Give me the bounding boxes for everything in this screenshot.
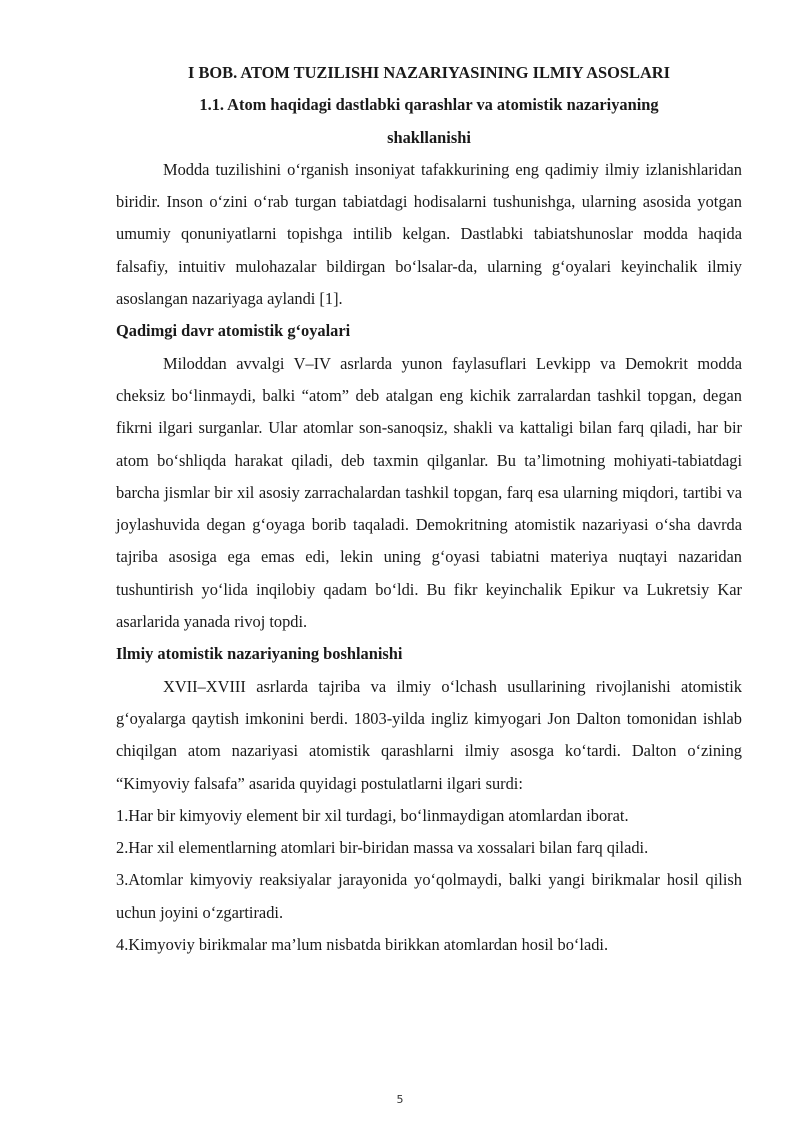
- paragraph-ancient-atomism: Miloddan avvalgi V–IV asrlarda yunon faylasuflari Levkipp va Demokrit modda cheksiz bo‘linmaydi, balki “atom” deb atalgan eng kichik zarralardan tashkil topgan, degan fikrni ilgari surganlar. Ular atomlar son-sanoqsiz, shakli va kattaligi bilan farq qiladi, har bir atom bo‘shliqda harakat qiladi, deb taxmin qilganlar. Bu ta’limotning mohiyati-tabiatdagi barcha jismlar bir xil asosiy zarrachalardan tashkil topgan, farq esa ularning miqdori, tartibi va joylashuvida degan g‘oyaga borib taqaladi. Demokritning atomistik nazariyasi o‘sha davrda tajriba asosiga ega emas edi, lekin uning g‘oyasi tabiatni materiya nuqtayi nazaridan tushuntirish yo‘lida inqilobiy qadam bo‘ldi. Bu fikr keyinchalik Epikur va Lukretsiy Kar asarlarida yanada rivoj topdi.: [116, 353, 742, 632]
- list-item: 4.Kimyoviy birikmalar ma’lum nisbatda birikkan atomlardan hosil bo‘ladi.: [116, 935, 609, 955]
- list-item: 3.Atomlar kimyoviy reaksiyalar jarayonida yo‘qolmaydi, balki yangi birikmalar hosil qilish uchun joyini o‘zgartiradi.: [116, 870, 742, 922]
- subheading-scientific-atomism: Ilmiy atomistik nazariyaning boshlanishi: [116, 644, 403, 664]
- list-item: 2.Har xil elementlarning atomlari bir-biridan massa va xossalari bilan farq qiladi.: [116, 838, 649, 858]
- chapter-title: I BOB. ATOM TUZILISHI NAZARIYASINING ILMIY ASOSLARI: [188, 63, 670, 82]
- document-page: [116, 57, 742, 961]
- page-number: 5: [396, 1093, 404, 1106]
- postulate-list: [116, 800, 742, 961]
- paragraph-dalton: XVII–XVIII asrlarda tajriba va ilmiy o‘lchash usullarining rivojlanishi atomistik g‘oyalarga qaytish imkonini berdi. 1803-yilda ingliz kimyogari Jon Dalton tomonidan ishlab chiqilgan atom nazariyasi atomistik qarashlarni ilmiy asosga ko‘tardi. Dalton o‘zining “Kimyoviy falsafa” asarida quyidagi postulatlarni ilgari surdi:: [116, 676, 742, 793]
- list-item: 1.Har bir kimyoviy element bir xil turdagi, bo‘linmaydigan atomlardan iborat.: [116, 805, 629, 825]
- subheading-ancient-atomism: Qadimgi davr atomistik g‘oyalari: [116, 321, 351, 341]
- section-title: 1.1. Atom haqidagi dastlabki qarashlar va atomistik nazariyaning shakllanishi: [199, 95, 659, 147]
- intro-paragraph: Modda tuzilishini o‘rganish insoniyat tafakkurining eng qadimiy ilmiy izlanishlaridan biridir. Inson o‘zini o‘rab turgan tabiatdagi hodisalarni tushunishga, ularning asosida yotgan umumiy qonuniyatlarni topishga intilib kelgan. Dastlabki tabiatshunoslar modda haqida falsafiy, intuitiv mulohazalar bildirgan bo‘lsalar-da, ularning g‘oyalari keyinchalik ilmiy asoslangan nazariyaga aylandi [1].: [116, 159, 742, 309]
